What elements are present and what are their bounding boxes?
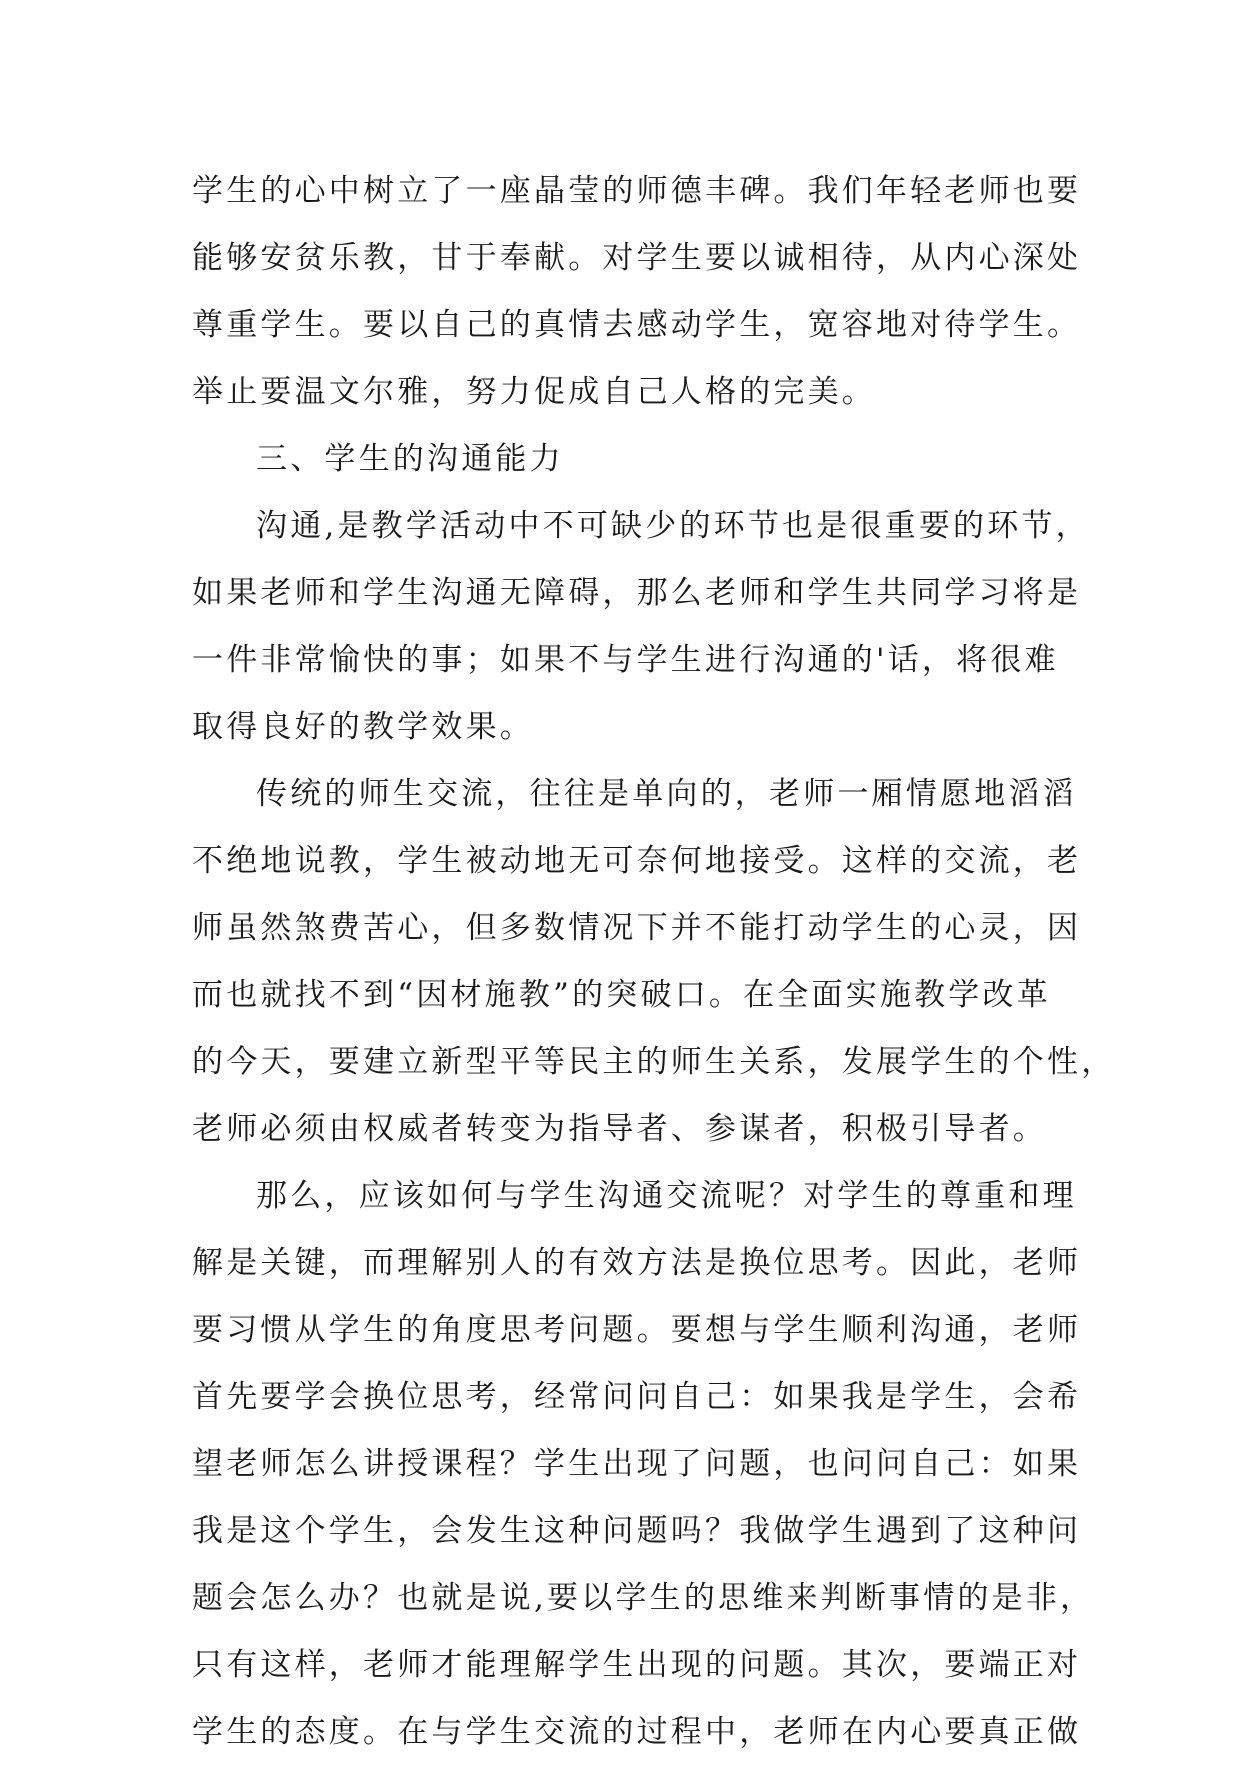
text-line: 取得良好的教学效果。	[192, 709, 534, 745]
text-line: 能够安贫乐教，甘于奉献。对学生要以诚相待，从内心深处	[192, 240, 1082, 276]
text-line: 解是关键，而理解别人的有效方法是换位思考。因此，老师	[192, 1245, 1082, 1281]
text-line: 我是这个学生，会发生这种问题吗？我做学生遇到了这种问	[192, 1513, 1082, 1549]
text-line: 题会怎么办？也就是说,要以学生的思维来判断事情的是非，	[192, 1580, 1095, 1616]
paragraph-first-line: 沟通,是教学活动中不可缺少的环节也是很重要的环节，	[256, 508, 1090, 544]
text-line: 首先要学会换位思考，经常问问自己：如果我是学生，会希	[192, 1379, 1082, 1415]
text-line: 学生的心中树立了一座晶莹的师德丰碑。我们年轻老师也要	[192, 173, 1082, 209]
text-line: 师虽然煞费苦心，但多数情况下并不能打动学生的心灵，因	[192, 910, 1082, 946]
text-line: 一件非常愉快的事；如果不与学生进行沟通的'话，将很难	[192, 642, 1059, 678]
text-line: 要习惯从学生的角度思考问题。要想与学生顺利沟通，老师	[192, 1312, 1082, 1348]
text-line: 的今天，要建立新型平等民主的师生关系，发展学生的个性，	[192, 1044, 1116, 1080]
paragraph-first-line: 那么，应该如何与学生沟通交流呢？对学生的尊重和理	[256, 1178, 1077, 1214]
text-line: 不绝地说教，学生被动地无可奈何地接受。这样的交流，老	[192, 843, 1082, 879]
section-heading: 三、学生的沟通能力	[256, 441, 564, 477]
text-line: 举止要温文尔雅，努力促成自己人格的完美。	[192, 374, 876, 410]
text-line: 只有这样，老师才能理解学生出现的问题。其次，要端正对	[192, 1647, 1082, 1683]
text-line: 如果老师和学生沟通无障碍，那么老师和学生共同学习将是	[192, 575, 1082, 611]
text-line: 老师必须由权威者转变为指导者、参谋者，积极引导者。	[192, 1111, 1047, 1147]
text-line: 望老师怎么讲授课程？学生出现了问题，也问问自己：如果	[192, 1446, 1082, 1482]
document-body	[192, 158, 1116, 1766]
text-line: 尊重学生。要以自己的真情去感动学生，宽容地对待学生。	[192, 307, 1082, 343]
text-line: 而也就找不到“因材施教”的突破口。在全面实施教学改革	[192, 977, 1051, 1013]
paragraph-first-line: 传统的师生交流，往往是单向的，老师一厢情愿地滔滔	[256, 776, 1077, 812]
text-line: 学生的态度。在与学生交流的过程中，老师在内心要真正做	[192, 1714, 1082, 1750]
